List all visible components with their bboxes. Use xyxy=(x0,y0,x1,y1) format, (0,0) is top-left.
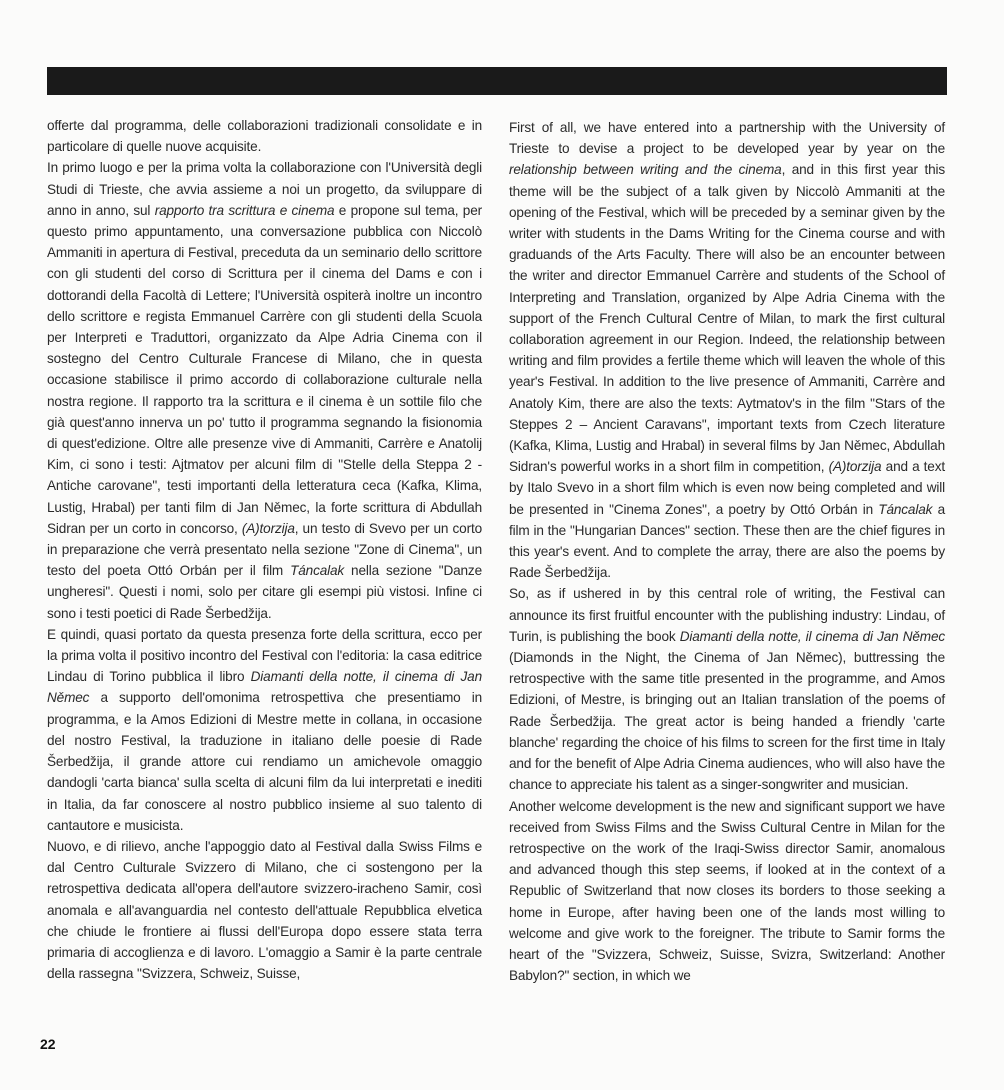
paragraph: In primo luogo e per la prima volta la collaborazione con l'Università degli Studi di Trieste, che avvia assieme a noi un progetto, da sviluppare di anno in anno, sul rapporto tra scrittura e cinema e propone sul tema, per questo primo appuntamento, una conversazione pubblica con Niccolò Ammaniti in apertura di Festival, preceduta da un seminario dello scrittore con gli studenti del corso di Scrittura per il cinema del Dams e con i dottorandi della Facoltà di Lettere; l'Università ospiterà inoltre un incontro dello scrittore e regista Emmanuel Carrère con gli studenti della Scuola per Interpreti e Traduttori, organizzato da Alpe Adria Cinema con il sostegno del Centro Culturale Francese di Milano, che in questa occasione stabilisce il primo accordo di collaborazione culturale nella nostra regione. Il rapporto tra la scrittura e il cinema è un sottile filo che già quest'anno innerva un po' tutto il programma segnando la fisionomia di quest'edizione. Oltre alle presenze vive di Ammaniti, Carrère e Anatolij Kim, ci sono i testi: Ajtmatov per alcuni film di "Stelle della Steppa 2 - Antiche carovane", testi importanti della letteratura ceca (Kafka, Klima, Lustig, Hrabal) per tanti film di Jan Němec, la forte scrittura di Abdullah Sidran per un corto in concorso, (A)torzija, un testo di Svevo per un corto in preparazione che verrà presentato nella sezione "Zone di Cinema", un testo del poeta Ottó Orbán per il film Táncalak nella sezione "Danze ungheresi". Questi i nomi, solo per citare gli esempi più vistosi. Infine ci sono i testi poetici di Rade Šerbedžija. xyxy=(47,160,483,621)
paragraph: Another welcome development is the new and significant support we have received from Swiss Films and the Swiss Cultural Centre in Milan for the retrospective on the work of the Iraqi-Swiss director Samir, anomalous and advanced though this step seems, if looked at in the context of a Republic of Switzerland that now closes its borders to those seeking a home in Europe, after having been one of the lands most willing to welcome and give work to the foreigner. The tribute to Samir forms the heart of the "Svizzera, Schweiz, Suisse, Svizra, Switzerland: Another Babylon?" section, in which we xyxy=(509,798,945,984)
paragraph: Nuovo, e di rilievo, anche l'appoggio dato al Festival dalla Swiss Films e dal Centro Culturale Svizzero di Milano, che ci sostengono per la retrospettiva dedicata all'opera dell'autore svizzero-iracheno Samir, così anomala e all'avanguardia nel contesto dell'attuale Repubblica elvetica che chiude le frontiere ai flussi dell'Europa dopo essere stata terra primaria di accoglienza e di lavoro. L'omaggio a Samir è la parte centrale della rassegna "Svizzera, Schweiz, Suisse, xyxy=(47,838,482,982)
page-number: 22 xyxy=(40,1036,56,1052)
italian-column xyxy=(47,115,482,984)
header-band xyxy=(47,67,947,95)
english-column xyxy=(509,117,945,986)
paragraph: First of all, we have entered into a partnership with the University of Trieste to devise a project to be developed year by year on the relationship between writing and the cinema, and in this first year this theme will be the subject of a talk given by Niccolò Ammaniti at the opening of the Festival, which will be preceded by a seminar given by the writer with students in the Dams Writing for the Cinema course and with graduands of the Arts Faculty. There will also be an encounter between the writer and director Emmanuel Carrère and students of the School of Interpreting and Translation, organized by Alpe Adria Cinema with the support of the French Cultural Centre of Milan, to mark the first cultural collaboration agreement in our Region. Indeed, the relationship between writing and film provides a fertile theme which will leaven the whole of this year's Festival. In addition to the live presence of Ammaniti, Carrère and Anatoly Kim, there are also the texts: Aytmatov's in the film "Stars of the Steppes 2 – Ancient Caravans", important texts from Czech literature (Kafka, Klima, Lustig and Hrabal) in several films by Jan Němec, Abdullah Sidran's powerful works in a short film in competition, (A)torzija and a text by Italo Svevo in a short film which is even now being completed and will be presented in "Cinema Zones", a poetry by Ottó Orbán in Táncalak a film in the "Hungarian Dances" section. These then are the chief figures in this year's event. And to complete the array, there are also the poems by Rade Šerbedžija. xyxy=(509,120,945,581)
paragraph: offerte dal programma, delle collaborazioni tradizionali consolidate e in particolare di quelle nuove acquisite. xyxy=(47,118,482,155)
paragraph: E quindi, quasi portato da questa presenza forte della scrittura, ecco per la prima volta il positivo incontro del Festival con l'editoria: la casa editrice Lindau di Torino pubblica il libro Diamanti della notte, il cinema di Jan Němec a supporto dell'omonima retrospettiva che presentiamo in programma, e la Amos Edizioni di Mestre mette in collana, in occasione del nostro Festival, la traduzione in italiano delle poesie di Rade Šerbedžija, il grande attore cui rendiamo un amichevole omaggio dandogli 'carta bianca' sulla scelta di alcuni film da lui interpretati e inediti in Italia, da far conoscere al nostro pubblico insieme al suo talento di cantautore e musicista. xyxy=(47,626,482,833)
paragraph: So, as if ushered in by this central role of writing, the Festival can announce its first fruitful encounter with the publishing industry: Lindau, of Turin, is publishing the book Diamanti della notte, il cinema di Jan Němec (Diamonds in the Night, the Cinema of Jan Němec), buttressing the retrospective with the same title presented in the programme, and Amos Edizioni, of Mestre, is bringing out an Italian translation of the poems of Rade Šerbedžija. The great actor is being handed a friendly 'carte blanche' regarding the choice of his films to screen for the first time in Italy and for the benefit of Alpe Adria Cinema audiences, who will also have the chance to appreciate his talent as a singer-songwriter and musician. xyxy=(509,586,946,793)
